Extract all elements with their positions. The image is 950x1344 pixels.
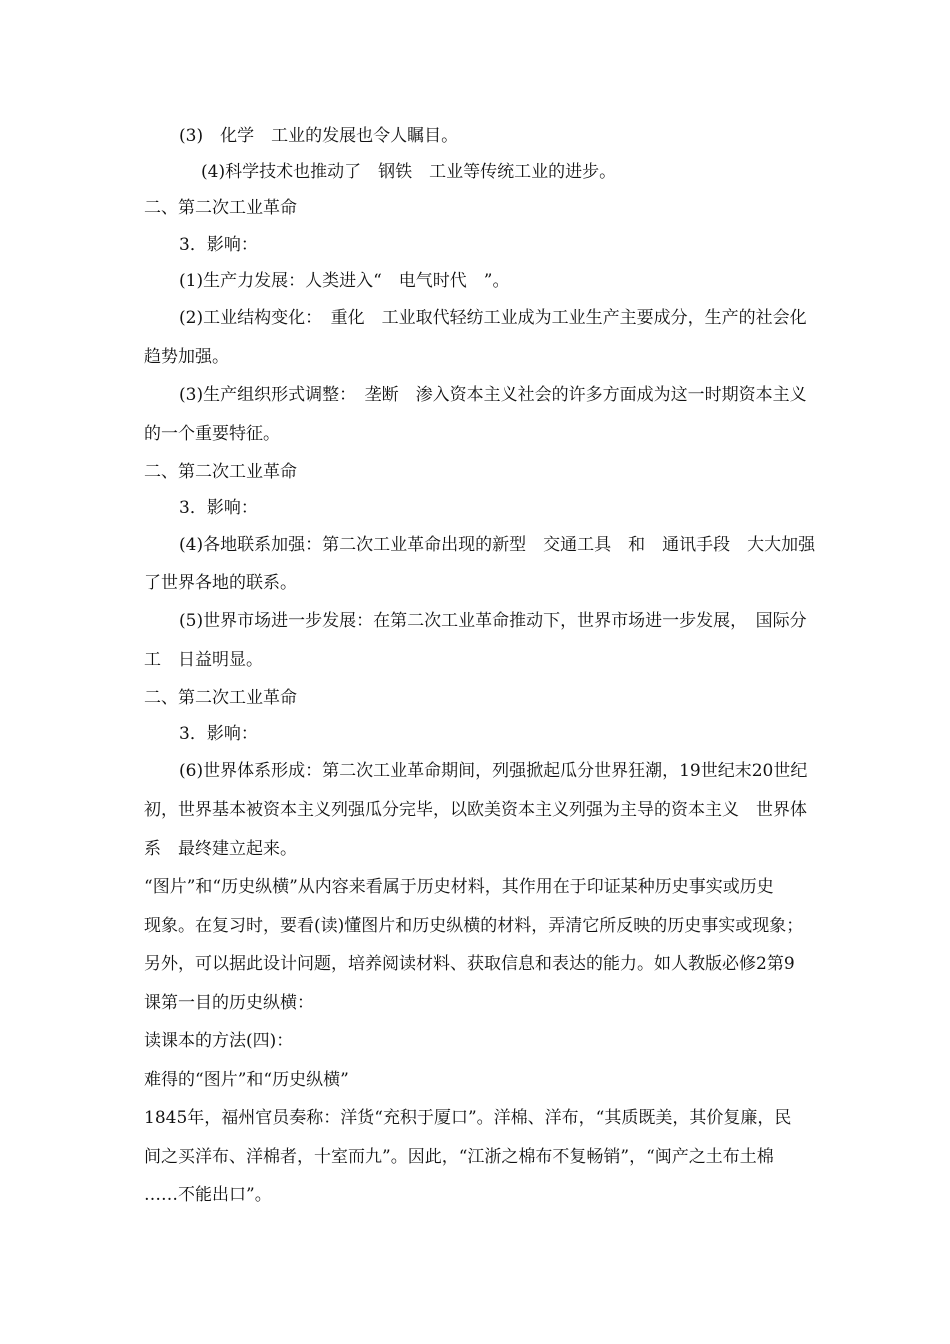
section-heading: 二、第二次工业革命 xyxy=(144,688,297,708)
text-line: (4)各地联系加强：第二次工业革命出现的新型 交通工具 和 通讯手段 大大加强 xyxy=(179,535,816,555)
text-line: (3)生产组织形式调整： 垄断 渗入资本主义社会的许多方面成为这一时期资本主义 xyxy=(179,385,807,405)
text-line: 初，世界基本被资本主义列强瓜分完毕，以欧美资本主义列强为主导的资本主义 世界体 xyxy=(144,800,807,820)
text-line: 系 最终建立起来。 xyxy=(144,839,297,859)
text-line: (6)世界体系形成：第二次工业革命期间，列强掀起瓜分世界狂潮，19世纪末20世纪 xyxy=(179,761,808,781)
subheading: 3．影响： xyxy=(179,724,258,744)
text-line: (2)工业结构变化： 重化 工业取代轻纺工业成为工业生产主要成分，生产的社会化 xyxy=(179,308,807,328)
text-line: (1)生产力发展：人类进入“ 电气时代 ”。 xyxy=(179,271,510,291)
text-line: 课第一目的历史纵横： xyxy=(144,993,314,1013)
text-line: ……不能出口”。 xyxy=(144,1185,272,1205)
text-line: 现象。在复习时，要看(读)懂图片和历史纵横的材料，弄清它所反映的历史事实或现象； xyxy=(144,916,804,936)
subheading: 3．影响： xyxy=(179,498,258,518)
text-line: 趋势加强。 xyxy=(144,347,229,367)
text-line: 工 日益明显。 xyxy=(144,650,263,670)
text-line: (4)科学技术也推动了 钢铁 工业等传统工业的进步。 xyxy=(201,162,617,182)
text-line: 1845年，福州官员奏称：洋货“充积于厦口”。洋棉、洋布，“其质既美，其价复廉，民 xyxy=(144,1108,792,1128)
subheading: 3．影响： xyxy=(179,235,258,255)
text-line: 间之买洋布、洋棉者，十室而九”。因此，“江浙之棉布不复畅销”，“闽产之土布土棉 xyxy=(144,1147,774,1167)
text-line: 难得的“图片”和“历史纵横” xyxy=(144,1070,349,1090)
text-line: 读课本的方法(四)： xyxy=(144,1031,294,1051)
text-line: (3) 化学 工业的发展也令人瞩目。 xyxy=(179,126,459,146)
section-heading: 二、第二次工业革命 xyxy=(144,462,297,482)
section-heading: 二、第二次工业革命 xyxy=(144,198,297,218)
text-line: 的一个重要特征。 xyxy=(144,424,280,444)
text-line: 了世界各地的联系。 xyxy=(144,573,297,593)
text-line: 另外，可以据此设计问题，培养阅读材料、获取信息和表达的能力。如人教版必修2第9 xyxy=(144,954,795,974)
text-line: “图片”和“历史纵横”从内容来看属于历史材料，其作用在于印证某种历史事实或历史 xyxy=(144,877,774,897)
text-line: (5)世界市场进一步发展：在第二次工业革命推动下，世界市场进一步发展， 国际分 xyxy=(179,611,807,631)
